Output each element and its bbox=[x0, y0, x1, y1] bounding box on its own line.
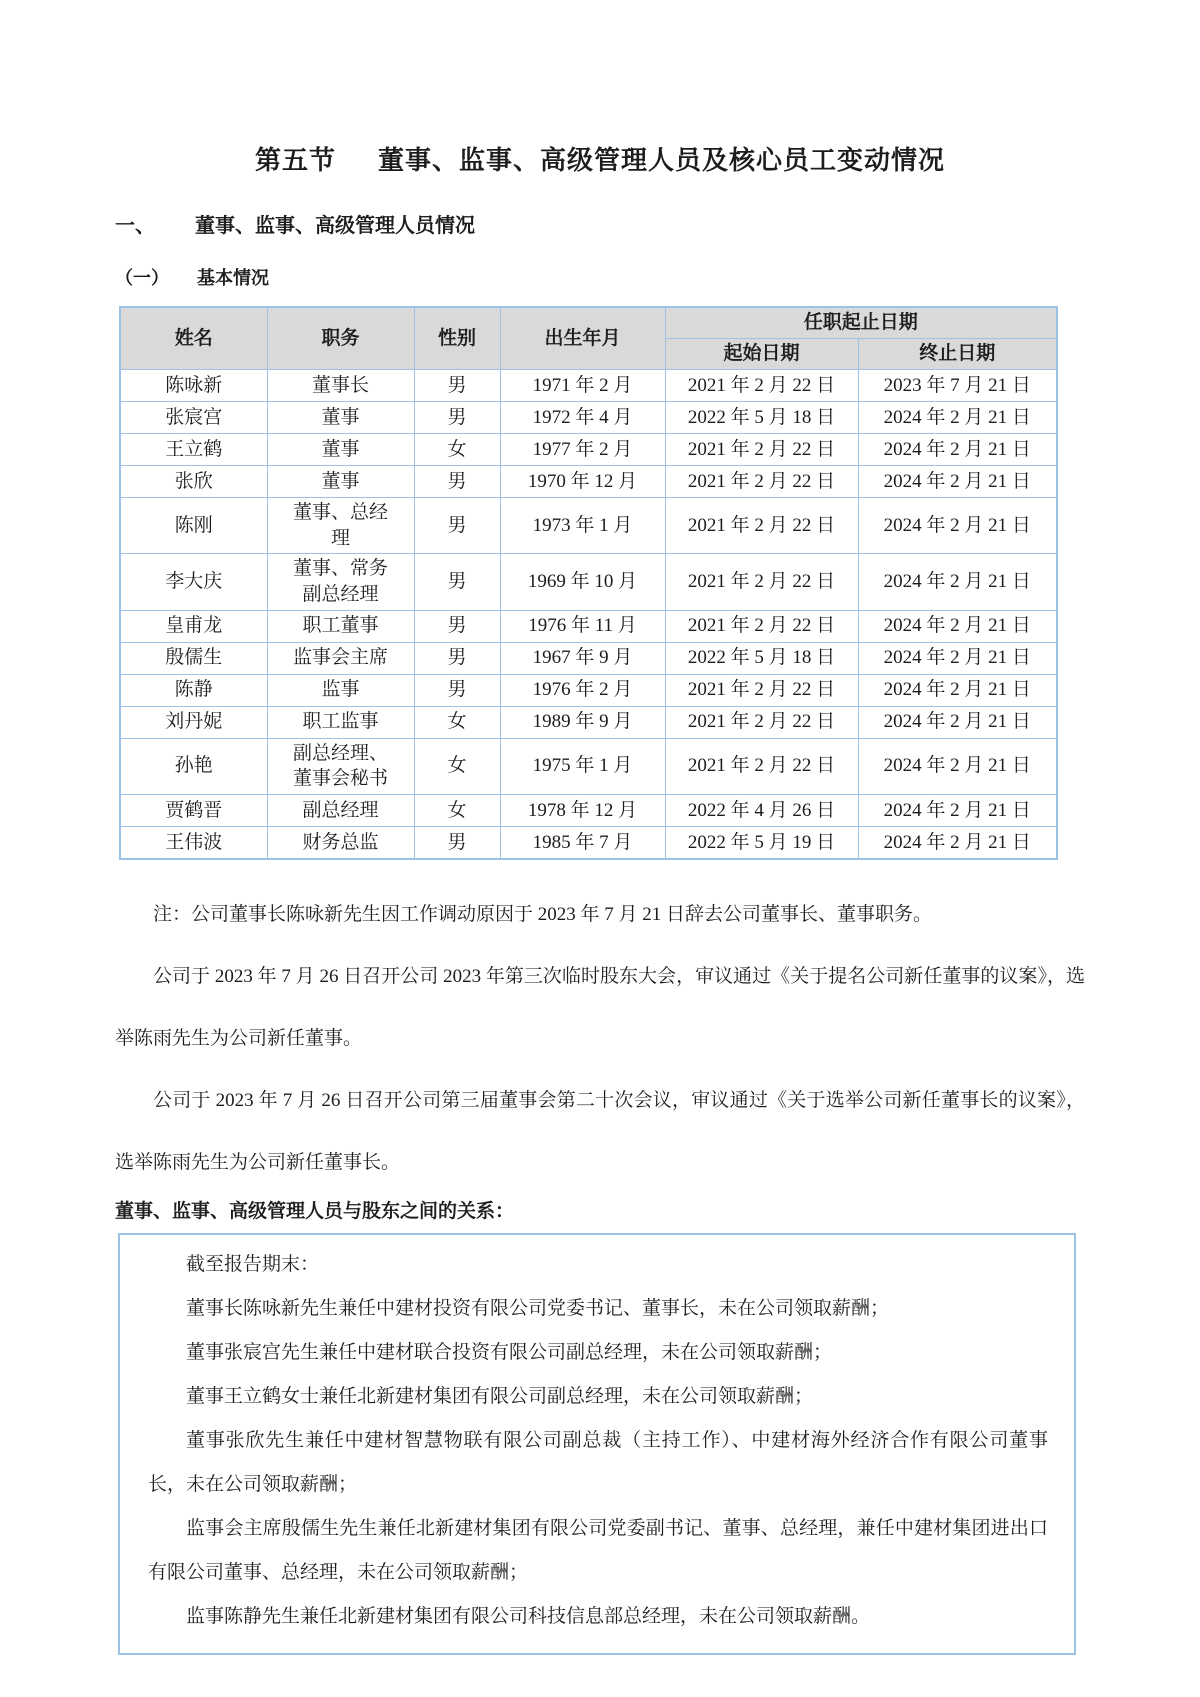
personnel-table bbox=[119, 306, 1058, 860]
name-cell: 皇甫龙 bbox=[120, 610, 267, 642]
end-date-cell: 2024 年 2 月 21 日 bbox=[858, 498, 1057, 554]
gender-cell: 男 bbox=[414, 498, 500, 554]
page-title-text: 董事、监事、高级管理人员及核心员工变动情况 bbox=[378, 145, 946, 175]
position-cell: 副总经理 bbox=[267, 794, 414, 826]
subsection-heading-label: 基本情况 bbox=[197, 268, 269, 288]
header-birth: 出生年月 bbox=[500, 307, 665, 370]
end-date-cell: 2024 年 2 月 21 日 bbox=[858, 738, 1057, 794]
relationship-items bbox=[148, 1287, 1048, 1639]
para-shareholder-meeting: 公司于 2023 年 7 月 26 日召开公司 2023 年第三次临时股东大会，审议通过《关于提名公司新任董事的议案》，选举陈雨先生为公司新任董事。 bbox=[115, 965, 1085, 1049]
subsection-heading bbox=[115, 264, 1200, 290]
gender-cell: 男 bbox=[414, 466, 500, 498]
relationship-item: 监事陈静先生兼任北新建材集团有限公司科技信息部总经理，未在公司领取薪酬。 bbox=[186, 1605, 871, 1627]
relationship-heading: 董事、监事、高级管理人员与股东之间的关系： bbox=[115, 1200, 515, 1222]
birth-date-cell: 1989 年 9 月 bbox=[500, 706, 665, 738]
position-cell: 副总经理、董事会秘书 bbox=[267, 738, 414, 794]
birth-date-cell: 1967 年 9 月 bbox=[500, 642, 665, 674]
relationship-item: 董事王立鹤女士兼任北新建材集团有限公司副总经理，未在公司领取薪酬； bbox=[186, 1385, 814, 1407]
section-heading-label: 董事、监事、高级管理人员情况 bbox=[195, 215, 475, 237]
start-date-cell: 2021 年 2 月 22 日 bbox=[665, 674, 858, 706]
start-date-cell: 2022 年 5 月 19 日 bbox=[665, 826, 858, 859]
relationship-box bbox=[118, 1233, 1076, 1655]
section-heading bbox=[115, 209, 1200, 238]
position-cell: 董事 bbox=[267, 466, 414, 498]
end-date-cell: 2024 年 2 月 21 日 bbox=[858, 466, 1057, 498]
start-date-cell: 2021 年 2 月 22 日 bbox=[665, 554, 858, 610]
gender-cell: 男 bbox=[414, 402, 500, 434]
table-row bbox=[120, 498, 1057, 554]
gender-cell: 女 bbox=[414, 738, 500, 794]
birth-date-cell: 1972 年 4 月 bbox=[500, 402, 665, 434]
personnel-table-body bbox=[120, 370, 1057, 859]
table-row bbox=[120, 826, 1057, 859]
table-header-row-1 bbox=[120, 307, 1057, 339]
table-row bbox=[120, 434, 1057, 466]
end-date-cell: 2024 年 2 月 21 日 bbox=[858, 706, 1057, 738]
table-row bbox=[120, 706, 1057, 738]
gender-cell: 男 bbox=[414, 370, 500, 402]
start-date-cell: 2022 年 4 月 26 日 bbox=[665, 794, 858, 826]
gender-cell: 男 bbox=[414, 642, 500, 674]
table-row bbox=[120, 610, 1057, 642]
end-date-cell: 2024 年 2 月 21 日 bbox=[858, 434, 1057, 466]
end-date-cell: 2024 年 2 月 21 日 bbox=[858, 674, 1057, 706]
relationship-intro: 截至报告期末： bbox=[186, 1253, 320, 1275]
header-gender: 性别 bbox=[414, 307, 500, 370]
position-cell: 监事会主席 bbox=[267, 642, 414, 674]
end-date-cell: 2024 年 2 月 21 日 bbox=[858, 826, 1057, 859]
position-cell: 董事、总经理 bbox=[267, 498, 414, 554]
position-cell: 董事 bbox=[267, 402, 414, 434]
end-date-cell: 2024 年 2 月 21 日 bbox=[858, 610, 1057, 642]
position-cell: 财务总监 bbox=[267, 826, 414, 859]
page-title-number: 第五节 bbox=[254, 145, 336, 175]
header-name: 姓名 bbox=[120, 307, 267, 370]
note-resignation: 注：公司董事长陈咏新先生因工作调动原因于 2023 年 7 月 21 日辞去公司董事长、董事职务。 bbox=[153, 903, 933, 925]
end-date-cell: 2024 年 2 月 21 日 bbox=[858, 642, 1057, 674]
name-cell: 李大庆 bbox=[120, 554, 267, 610]
header-position: 职务 bbox=[267, 307, 414, 370]
name-cell: 孙艳 bbox=[120, 738, 267, 794]
header-end-date: 终止日期 bbox=[858, 339, 1057, 370]
birth-date-cell: 1973 年 1 月 bbox=[500, 498, 665, 554]
start-date-cell: 2021 年 2 月 22 日 bbox=[665, 610, 858, 642]
end-date-cell: 2023 年 7 月 21 日 bbox=[858, 370, 1057, 402]
table-row bbox=[120, 738, 1057, 794]
start-date-cell: 2021 年 2 月 22 日 bbox=[665, 466, 858, 498]
gender-cell: 男 bbox=[414, 674, 500, 706]
gender-cell: 男 bbox=[414, 610, 500, 642]
birth-date-cell: 1971 年 2 月 bbox=[500, 370, 665, 402]
name-cell: 王伟波 bbox=[120, 826, 267, 859]
relationship-item: 董事张欣先生兼任中建材智慧物联有限公司副总裁（主持工作）、中建材海外经济合作有限公司董事长，未在公司领取薪酬； bbox=[148, 1429, 1048, 1495]
position-cell: 监事 bbox=[267, 674, 414, 706]
name-cell: 陈刚 bbox=[120, 498, 267, 554]
name-cell: 张宸宫 bbox=[120, 402, 267, 434]
table-row bbox=[120, 554, 1057, 610]
header-start-date: 起始日期 bbox=[665, 339, 858, 370]
personnel-table-header bbox=[120, 307, 1057, 370]
gender-cell: 女 bbox=[414, 794, 500, 826]
subsection-heading-number: （一） bbox=[115, 268, 169, 288]
start-date-cell: 2021 年 2 月 22 日 bbox=[665, 706, 858, 738]
start-date-cell: 2022 年 5 月 18 日 bbox=[665, 642, 858, 674]
position-cell: 职工董事 bbox=[267, 610, 414, 642]
name-cell: 殷儒生 bbox=[120, 642, 267, 674]
relationship-item: 监事会主席殷儒生先生兼任北新建材集团有限公司党委副书记、董事、总经理，兼任中建材集团进出口有限公司董事、总经理，未在公司领取薪酬； bbox=[148, 1517, 1048, 1583]
section-heading-number: 一、 bbox=[115, 215, 155, 237]
table-row bbox=[120, 674, 1057, 706]
birth-date-cell: 1976 年 11 月 bbox=[500, 610, 665, 642]
birth-date-cell: 1969 年 10 月 bbox=[500, 554, 665, 610]
birth-date-cell: 1975 年 1 月 bbox=[500, 738, 665, 794]
name-cell: 刘丹妮 bbox=[120, 706, 267, 738]
name-cell: 王立鹤 bbox=[120, 434, 267, 466]
name-cell: 陈静 bbox=[120, 674, 267, 706]
birth-date-cell: 1977 年 2 月 bbox=[500, 434, 665, 466]
end-date-cell: 2024 年 2 月 21 日 bbox=[858, 794, 1057, 826]
end-date-cell: 2024 年 2 月 21 日 bbox=[858, 402, 1057, 434]
notes-block bbox=[115, 884, 1085, 1194]
position-cell: 董事 bbox=[267, 434, 414, 466]
position-cell: 职工监事 bbox=[267, 706, 414, 738]
page-title bbox=[0, 0, 1200, 177]
gender-cell: 女 bbox=[414, 706, 500, 738]
relationship-item: 董事长陈咏新先生兼任中建材投资有限公司党委书记、董事长，未在公司领取薪酬； bbox=[186, 1297, 890, 1319]
start-date-cell: 2021 年 2 月 22 日 bbox=[665, 370, 858, 402]
table-row bbox=[120, 642, 1057, 674]
table-row bbox=[120, 402, 1057, 434]
position-cell: 董事、常务副总经理 bbox=[267, 554, 414, 610]
start-date-cell: 2022 年 5 月 18 日 bbox=[665, 402, 858, 434]
gender-cell: 男 bbox=[414, 826, 500, 859]
header-tenure: 任职起止日期 bbox=[665, 307, 1057, 339]
birth-date-cell: 1985 年 7 月 bbox=[500, 826, 665, 859]
relationship-item: 董事张宸宫先生兼任中建材联合投资有限公司副总经理，未在公司领取薪酬； bbox=[186, 1341, 833, 1363]
start-date-cell: 2021 年 2 月 22 日 bbox=[665, 738, 858, 794]
para-board-meeting: 公司于 2023 年 7 月 26 日召开公司第三届董事会第二十次会议，审议通过《关于选举公司新任董事长的议案》，选举陈雨先生为公司新任董事长。 bbox=[115, 1089, 1085, 1173]
name-cell: 陈咏新 bbox=[120, 370, 267, 402]
name-cell: 贾鹤晋 bbox=[120, 794, 267, 826]
table-row bbox=[120, 466, 1057, 498]
end-date-cell: 2024 年 2 月 21 日 bbox=[858, 554, 1057, 610]
start-date-cell: 2021 年 2 月 22 日 bbox=[665, 498, 858, 554]
table-row bbox=[120, 794, 1057, 826]
start-date-cell: 2021 年 2 月 22 日 bbox=[665, 434, 858, 466]
position-cell: 董事长 bbox=[267, 370, 414, 402]
birth-date-cell: 1978 年 12 月 bbox=[500, 794, 665, 826]
table-row bbox=[120, 370, 1057, 402]
gender-cell: 女 bbox=[414, 434, 500, 466]
name-cell: 张欣 bbox=[120, 466, 267, 498]
gender-cell: 男 bbox=[414, 554, 500, 610]
birth-date-cell: 1970 年 12 月 bbox=[500, 466, 665, 498]
birth-date-cell: 1976 年 2 月 bbox=[500, 674, 665, 706]
